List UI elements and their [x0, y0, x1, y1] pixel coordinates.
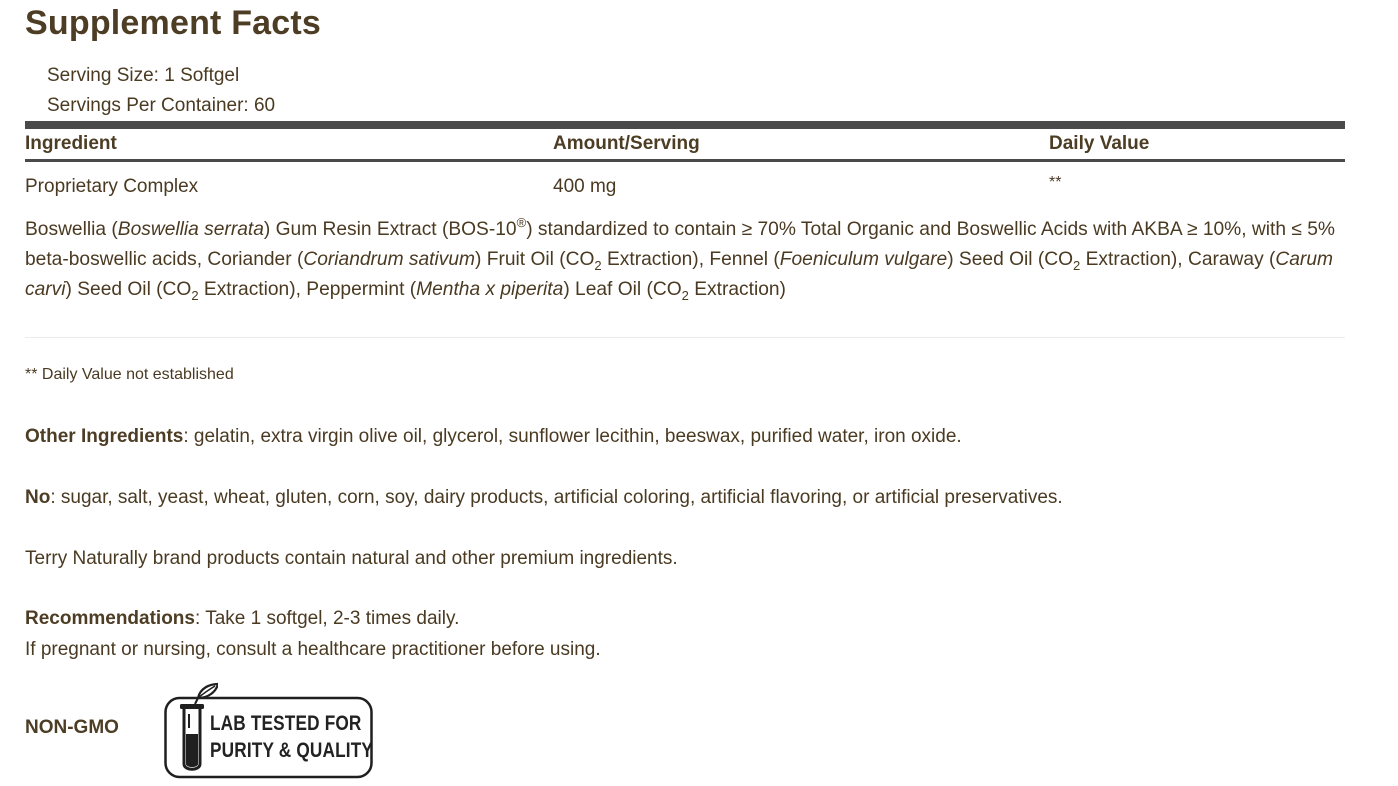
- header-divider: [25, 121, 1345, 129]
- blend-latin-name: Coriandrum sativum: [303, 249, 476, 270]
- blend-text: Extraction), Fennel (: [601, 249, 780, 270]
- blend-text: ) standardized to contain ≥ 70% Total Organic and Boswellic Acids with AKBA ≥ 10%, with ≤ 5% beta-boswellic acids, Coriander (: [25, 219, 1335, 270]
- header-amount: Amount/Serving: [553, 133, 700, 154]
- recommendations-text: : Take 1 softgel, 2-3 times daily.: [194, 608, 460, 629]
- row-ingredient: Proprietary Complex: [25, 176, 199, 197]
- badge-line-2: PURITY & QUALITY: [210, 739, 374, 762]
- blend-text: ) Fruit Oil (CO: [475, 249, 595, 270]
- row-amount: 400 mg: [553, 176, 617, 197]
- subscript: 2: [1073, 257, 1081, 273]
- lab-tested-badge: [164, 682, 374, 780]
- registered-mark: ®: [516, 214, 527, 230]
- header-ingredient: Ingredient: [25, 133, 117, 154]
- subscript: 2: [191, 287, 199, 303]
- blend-text: Extraction), Peppermint (: [198, 279, 417, 300]
- row-daily-value: **: [1049, 174, 1062, 191]
- blend-text: Boswellia (: [25, 219, 118, 240]
- blend-text: ) Gum Resin Extract (BOS-10: [263, 219, 517, 240]
- servings-per-container: Servings Per Container: 60: [47, 95, 276, 116]
- blend-latin-name: Boswellia serrata: [117, 219, 264, 240]
- badge-line-1: LAB TESTED FOR: [210, 712, 362, 735]
- blend-text: ) Seed Oil (CO: [65, 279, 192, 300]
- subscript: 2: [594, 257, 602, 273]
- brand-note: Terry Naturally brand products contain natural and other premium ingredients.: [25, 548, 678, 569]
- other-ingredients-text: : gelatin, extra virgin olive oil, glycerol, sunflower lecithin, beeswax, purified water, iron oxide.: [183, 426, 962, 447]
- blend-latin-name: Foeniculum vulgare: [779, 249, 948, 270]
- recommendations: [25, 608, 459, 630]
- free-from-label: No: [25, 487, 51, 508]
- pregnancy-warning: If pregnant or nursing, consult a healthcare practitioner before using.: [25, 639, 601, 660]
- other-ingredients-label: Other Ingredients: [25, 426, 184, 447]
- free-from-text: : sugar, salt, yeast, wheat, gluten, corn, soy, dairy products, artificial coloring, artificial flavoring, or artificial preservatives.: [50, 487, 1063, 508]
- daily-value-footnote: ** Daily Value not established: [25, 366, 234, 383]
- blend-text: Extraction), Caraway (: [1080, 249, 1276, 270]
- blend-description: [25, 215, 1345, 305]
- recommendations-label: Recommendations: [25, 608, 195, 629]
- blend-text: ) Seed Oil (CO: [947, 249, 1074, 270]
- blend-text: Extraction): [688, 279, 786, 300]
- serving-size: Serving Size: 1 Softgel: [47, 65, 240, 86]
- non-gmo-label: NON-GMO: [25, 717, 119, 738]
- column-divider: [25, 159, 1345, 162]
- free-from: [25, 487, 1063, 509]
- blend-latin-name: Carum carvi: [25, 249, 1333, 300]
- blend-latin-name: Mentha x piperita: [416, 279, 564, 300]
- blend-text: ) Leaf Oil (CO: [563, 279, 682, 300]
- header-daily-value: Daily Value: [1049, 133, 1150, 154]
- other-ingredients: [25, 426, 962, 448]
- section-divider: [25, 337, 1345, 338]
- page-title: Supplement Facts: [25, 4, 322, 42]
- subscript: 2: [681, 287, 689, 303]
